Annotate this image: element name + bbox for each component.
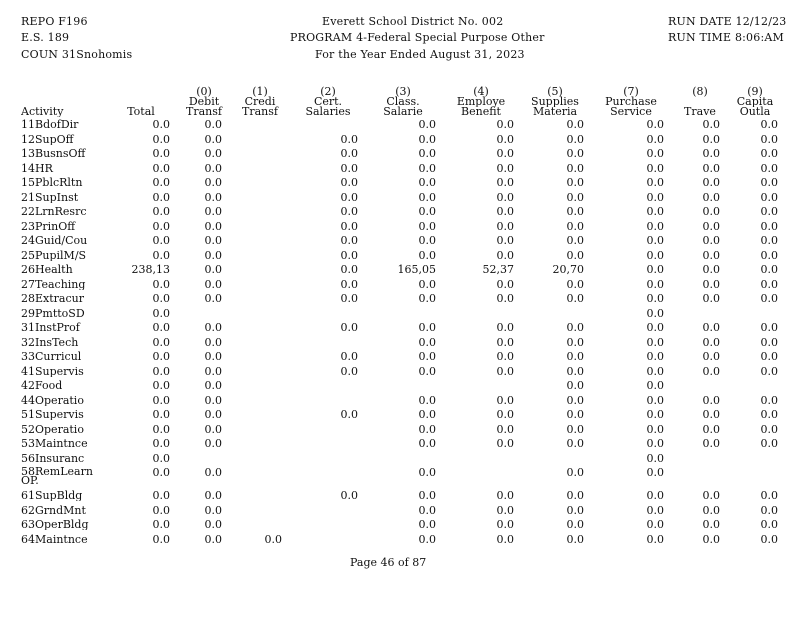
table-cell: 0.0 [418,293,436,304]
header-right-line: RUN DATE 12/12/23 [668,15,787,28]
table-cell: 0.0 [204,119,222,130]
table-cell: 0.0 [204,423,222,435]
table-cell: 0.0 [496,519,514,530]
table-cell: 0.0 [152,220,170,232]
table-cell: 165,05 [397,264,436,275]
table-cell: 0.0 [566,409,584,420]
table-cell: 0.0 [496,423,514,435]
table-cell: 0.0 [646,438,664,449]
table-cell: 0.0 [152,394,170,406]
table-cell: 0.0 [418,162,436,174]
table-cell: 0.0 [566,380,584,391]
table-cell: 0.0 [566,533,584,545]
table-cell: 0.0 [702,264,720,275]
table-cell: 0.0 [646,177,664,188]
table-cell: 0.0 [646,162,664,174]
column-header-l1: Capita [736,96,774,107]
table-cell: 0.0 [418,438,436,449]
table-cell: 0.0 [204,249,222,261]
table-cell: 0.0 [566,220,584,232]
table-cell: 0.0 [418,519,436,530]
table-cell: 0.0 [204,235,222,246]
table-cell: 0.0 [152,206,170,217]
table-cell: 0.0 [566,336,584,348]
table-cell: 0.0 [340,264,358,275]
table-cell: 0.0 [152,519,170,530]
table-cell: 0.0 [646,380,664,391]
table-cell: 0.0 [496,533,514,545]
table-cell: 0.0 [340,249,358,261]
table-cell: 0.0 [760,504,778,516]
row-label: 58RemLearn OP. [21,467,93,487]
table-cell: 0.0 [418,278,436,290]
table-cell: 0.0 [702,409,720,420]
table-cell: 0.0 [152,336,170,348]
table-cell: 0.0 [702,133,720,145]
table-cell: 0.0 [204,191,222,203]
table-cell: 0.0 [646,351,664,362]
table-cell: 0.0 [204,322,222,333]
table-cell: 0.0 [646,504,664,516]
column-header-l2: Transf [242,106,278,117]
table-cell: 0.0 [760,235,778,246]
table-cell: 0.0 [702,235,720,246]
table-cell: 0.0 [760,119,778,130]
row-label: 62GrndMnt [21,504,86,516]
table-cell: 0.0 [566,438,584,449]
table-cell: 0.0 [340,177,358,188]
header-left-line: REPO F196 [21,15,88,28]
page-number: Page 46 of 87 [350,556,427,569]
table-cell: 0.0 [496,249,514,261]
row-label: 51Supervis [21,409,84,420]
table-cell: 0.0 [566,504,584,516]
table-cell: 0.0 [566,467,584,478]
table-cell: 20,70 [552,264,584,275]
table-cell: 0.0 [646,365,664,377]
table-cell: 0.0 [702,148,720,159]
table-cell: 0.0 [204,438,222,449]
table-cell: 0.0 [566,148,584,159]
table-cell: 52,37 [482,264,514,275]
table-cell: 0.0 [646,307,664,319]
table-cell: 0.0 [702,293,720,304]
table-cell: 0.0 [496,206,514,217]
table-cell: 0.0 [702,365,720,377]
table-cell: 0.0 [702,504,720,516]
table-cell: 0.0 [496,365,514,377]
column-header-l1: Purchase [605,96,657,107]
table-cell: 0.0 [418,533,436,545]
column-header-num: (4) [473,86,489,97]
table-cell: 0.0 [152,533,170,545]
table-cell: 0.0 [152,423,170,435]
row-label: 11BdofDir [21,119,79,130]
table-cell: 0.0 [418,177,436,188]
table-cell: 0.0 [646,293,664,304]
table-cell: 0.0 [152,177,170,188]
table-cell: 0.0 [702,519,720,530]
table-cell: 0.0 [496,322,514,333]
table-cell: 0.0 [496,133,514,145]
table-cell: 0.0 [152,452,170,464]
column-header-l2: Trave [684,106,716,117]
table-cell: 0.0 [152,322,170,333]
table-cell: 0.0 [646,519,664,530]
table-cell: 0.0 [702,278,720,290]
table-cell: 0.0 [152,119,170,130]
table-cell: 0.0 [204,148,222,159]
table-cell: 0.0 [646,220,664,232]
table-cell: 0.0 [152,133,170,145]
column-header-l1: Supplies [531,96,579,107]
table-cell: 0.0 [566,133,584,145]
table-cell: 0.0 [204,278,222,290]
table-cell: 0.0 [496,278,514,290]
table-cell: 0.0 [760,133,778,145]
table-cell: 0.0 [760,249,778,261]
table-cell: 0.0 [702,177,720,188]
table-cell: 0.0 [340,133,358,145]
table-cell: 0.0 [496,504,514,516]
table-cell: 0.0 [340,162,358,174]
table-cell: 0.0 [496,351,514,362]
row-label: 15PblcRltn [21,177,83,188]
row-label: 24Guid/Cou [21,235,88,246]
row-label: 41Supervis [21,365,84,377]
table-cell: 0.0 [646,394,664,406]
table-cell: 0.0 [496,409,514,420]
row-label: 63OperBldg [21,519,89,530]
table-cell: 0.0 [760,293,778,304]
table-cell: 0.0 [496,148,514,159]
table-cell: 0.0 [760,351,778,362]
table-cell: 0.0 [418,206,436,217]
table-cell: 0.0 [204,394,222,406]
table-cell: 0.0 [646,264,664,275]
table-cell: 0.0 [152,278,170,290]
row-label: 44Operatio [21,394,84,406]
table-cell: 0.0 [566,423,584,435]
table-cell: 0.0 [340,235,358,246]
table-cell: 0.0 [152,438,170,449]
column-header-l2: Salaries [305,106,351,117]
row-label: 32InsTech [21,336,79,348]
table-cell: 0.0 [496,119,514,130]
table-cell: 0.0 [760,220,778,232]
column-header-l2: Salarie [383,106,423,117]
table-cell: 0.0 [702,162,720,174]
table-cell: 0.0 [418,148,436,159]
table-cell: 0.0 [760,519,778,530]
column-header-num: (1) [252,86,268,97]
column-header-num: (3) [395,86,411,97]
table-cell: 0.0 [646,533,664,545]
table-cell: 0.0 [702,191,720,203]
table-cell: 0.0 [152,351,170,362]
table-cell: 238,13 [131,264,170,275]
table-cell: 0.0 [264,533,282,545]
table-cell: 0.0 [760,322,778,333]
table-cell: 0.0 [204,365,222,377]
table-cell: 0.0 [566,235,584,246]
table-cell: 0.0 [702,351,720,362]
table-cell: 0.0 [566,394,584,406]
table-cell: 0.0 [340,322,358,333]
table-cell: 0.0 [152,307,170,319]
table-cell: 0.0 [418,409,436,420]
table-cell: 0.0 [760,438,778,449]
table-cell: 0.0 [566,490,584,501]
table-cell: 0.0 [566,177,584,188]
table-cell: 0.0 [340,278,358,290]
table-cell: 0.0 [496,235,514,246]
table-cell: 0.0 [760,162,778,174]
table-cell: 0.0 [418,336,436,348]
table-cell: 0.0 [646,235,664,246]
column-header-l1: Employe [456,96,506,107]
column-header-l2: Transf [186,106,222,117]
column-header-l2: Outla [739,106,771,117]
table-cell: 0.0 [152,235,170,246]
column-header-l1: Debit [188,96,220,107]
table-cell: 0.0 [204,220,222,232]
table-cell: 0.0 [152,409,170,420]
table-cell: 0.0 [702,336,720,348]
row-label: 14HR [21,162,53,174]
table-cell: 0.0 [418,394,436,406]
table-cell: 0.0 [418,235,436,246]
table-cell: 0.0 [496,191,514,203]
table-cell: 0.0 [702,394,720,406]
table-cell: 0.0 [702,249,720,261]
table-cell: 0.0 [760,206,778,217]
table-cell: 0.0 [340,351,358,362]
table-cell: 0.0 [418,365,436,377]
table-cell: 0.0 [204,519,222,530]
column-header-l2: Materia [532,106,578,117]
table-cell: 0.0 [566,322,584,333]
row-label: 22LrnResrc [21,206,87,217]
column-header-l2: Total [127,106,155,117]
table-cell: 0.0 [496,490,514,501]
table-cell: 0.0 [418,423,436,435]
table-cell: 0.0 [760,490,778,501]
table-cell: 0.0 [340,191,358,203]
table-cell: 0.0 [204,504,222,516]
table-cell: 0.0 [152,380,170,391]
table-cell: 0.0 [702,322,720,333]
row-label: 27Teaching [21,278,86,290]
header-right-line: RUN TIME 8:06:AM [668,31,784,44]
column-header-l2: Activity [21,106,64,117]
table-cell: 0.0 [760,191,778,203]
column-header-num: (7) [623,86,639,97]
table-cell: 0.0 [702,423,720,435]
table-cell: 0.0 [152,467,170,478]
row-label: 56Insuranc [21,452,85,464]
table-cell: 0.0 [204,133,222,145]
table-cell: 0.0 [204,177,222,188]
table-cell: 0.0 [760,278,778,290]
row-label: 33Curricul [21,351,82,362]
table-cell: 0.0 [760,177,778,188]
table-cell: 0.0 [646,490,664,501]
row-label: 61SupBldg [21,490,83,501]
row-label: 53Maintnce [21,438,88,449]
table-cell: 0.0 [152,490,170,501]
table-cell: 0.0 [204,206,222,217]
table-cell: 0.0 [418,191,436,203]
column-header-num: (9) [747,86,763,97]
table-cell: 0.0 [566,351,584,362]
column-header-num: (0) [196,86,212,97]
table-cell: 0.0 [496,162,514,174]
table-cell: 0.0 [566,293,584,304]
table-cell: 0.0 [646,409,664,420]
row-label: 64Maintnce [21,533,88,545]
table-cell: 0.0 [566,278,584,290]
table-cell: 0.0 [760,264,778,275]
table-cell: 0.0 [496,220,514,232]
row-label: 42Food [21,380,63,391]
row-label: 29PmttoSD [21,307,85,319]
header-center-line: PROGRAM 4-Federal Special Purpose Other [290,31,545,44]
table-cell: 0.0 [152,162,170,174]
table-cell: 0.0 [152,293,170,304]
table-cell: 0.0 [702,119,720,130]
table-cell: 0.0 [760,148,778,159]
table-cell: 0.0 [418,249,436,261]
row-label: 26Health [21,264,73,275]
table-cell: 0.0 [566,162,584,174]
table-cell: 0.0 [496,438,514,449]
table-cell: 0.0 [496,293,514,304]
header-left-line: COUN 31Snohomis [21,48,133,61]
table-cell: 0.0 [566,365,584,377]
row-label: 23PrinOff [21,220,76,232]
row-label: 12SupOff [21,133,74,145]
column-header-num: (8) [692,86,708,97]
table-cell: 0.0 [646,191,664,203]
row-label: 28Extracur [21,293,84,304]
row-label: 21SupInst [21,191,79,203]
table-cell: 0.0 [204,264,222,275]
table-cell: 0.0 [340,220,358,232]
header-center-line: Everett School District No. 002 [322,15,504,28]
table-cell: 0.0 [340,409,358,420]
table-cell: 0.0 [204,293,222,304]
table-cell: 0.0 [152,249,170,261]
table-cell: 0.0 [760,394,778,406]
table-cell: 0.0 [418,220,436,232]
table-cell: 0.0 [702,206,720,217]
table-cell: 0.0 [204,351,222,362]
column-header-num: (2) [320,86,336,97]
column-header-num: (5) [547,86,563,97]
table-cell: 0.0 [646,119,664,130]
table-cell: 0.0 [760,409,778,420]
table-cell: 0.0 [204,380,222,391]
row-label: 13BusnsOff [21,148,86,159]
table-cell: 0.0 [340,148,358,159]
row-label: 52Operatio [21,423,84,435]
table-cell: 0.0 [566,249,584,261]
table-cell: 0.0 [340,490,358,501]
table-cell: 0.0 [702,533,720,545]
table-cell: 0.0 [760,533,778,545]
table-cell: 0.0 [418,133,436,145]
table-cell: 0.0 [646,278,664,290]
table-cell: 0.0 [418,119,436,130]
table-cell: 0.0 [646,249,664,261]
table-cell: 0.0 [204,162,222,174]
table-cell: 0.0 [204,533,222,545]
table-cell: 0.0 [566,191,584,203]
table-cell: 0.0 [152,365,170,377]
column-header-l1: Class. [386,96,420,107]
table-cell: 0.0 [566,119,584,130]
table-cell: 0.0 [566,519,584,530]
column-header-l1: Credi [244,96,276,107]
table-cell: 0.0 [418,467,436,478]
table-cell: 0.0 [702,220,720,232]
table-cell: 0.0 [418,504,436,516]
table-cell: 0.0 [152,191,170,203]
header-center-line: For the Year Ended August 31, 2023 [315,48,525,61]
table-cell: 0.0 [760,423,778,435]
table-cell: 0.0 [340,293,358,304]
table-cell: 0.0 [418,322,436,333]
table-cell: 0.0 [152,148,170,159]
row-label: 31InstProf [21,322,80,333]
table-cell: 0.0 [204,490,222,501]
table-cell: 0.0 [566,206,584,217]
table-cell: 0.0 [646,206,664,217]
table-cell: 0.0 [646,467,664,478]
table-cell: 0.0 [646,452,664,464]
table-cell: 0.0 [702,490,720,501]
table-cell: 0.0 [340,365,358,377]
table-cell: 0.0 [646,322,664,333]
table-cell: 0.0 [496,336,514,348]
header-left-line: E.S. 189 [21,31,70,44]
table-cell: 0.0 [646,133,664,145]
table-cell: 0.0 [152,504,170,516]
table-cell: 0.0 [204,409,222,420]
table-cell: 0.0 [760,365,778,377]
table-cell: 0.0 [340,206,358,217]
table-cell: 0.0 [496,394,514,406]
table-cell: 0.0 [418,351,436,362]
table-cell: 0.0 [646,148,664,159]
table-cell: 0.0 [204,336,222,348]
column-header-l2: Benefit [461,106,501,117]
column-header-l2: Service [610,106,652,117]
table-cell: 0.0 [646,423,664,435]
table-cell: 0.0 [702,438,720,449]
column-header-l1: Cert. [313,96,343,107]
table-cell: 0.0 [204,467,222,478]
table-cell: 0.0 [418,490,436,501]
table-cell: 0.0 [760,336,778,348]
table-cell: 0.0 [496,177,514,188]
row-label: 25PupilM/S [21,249,87,261]
table-cell: 0.0 [646,336,664,348]
